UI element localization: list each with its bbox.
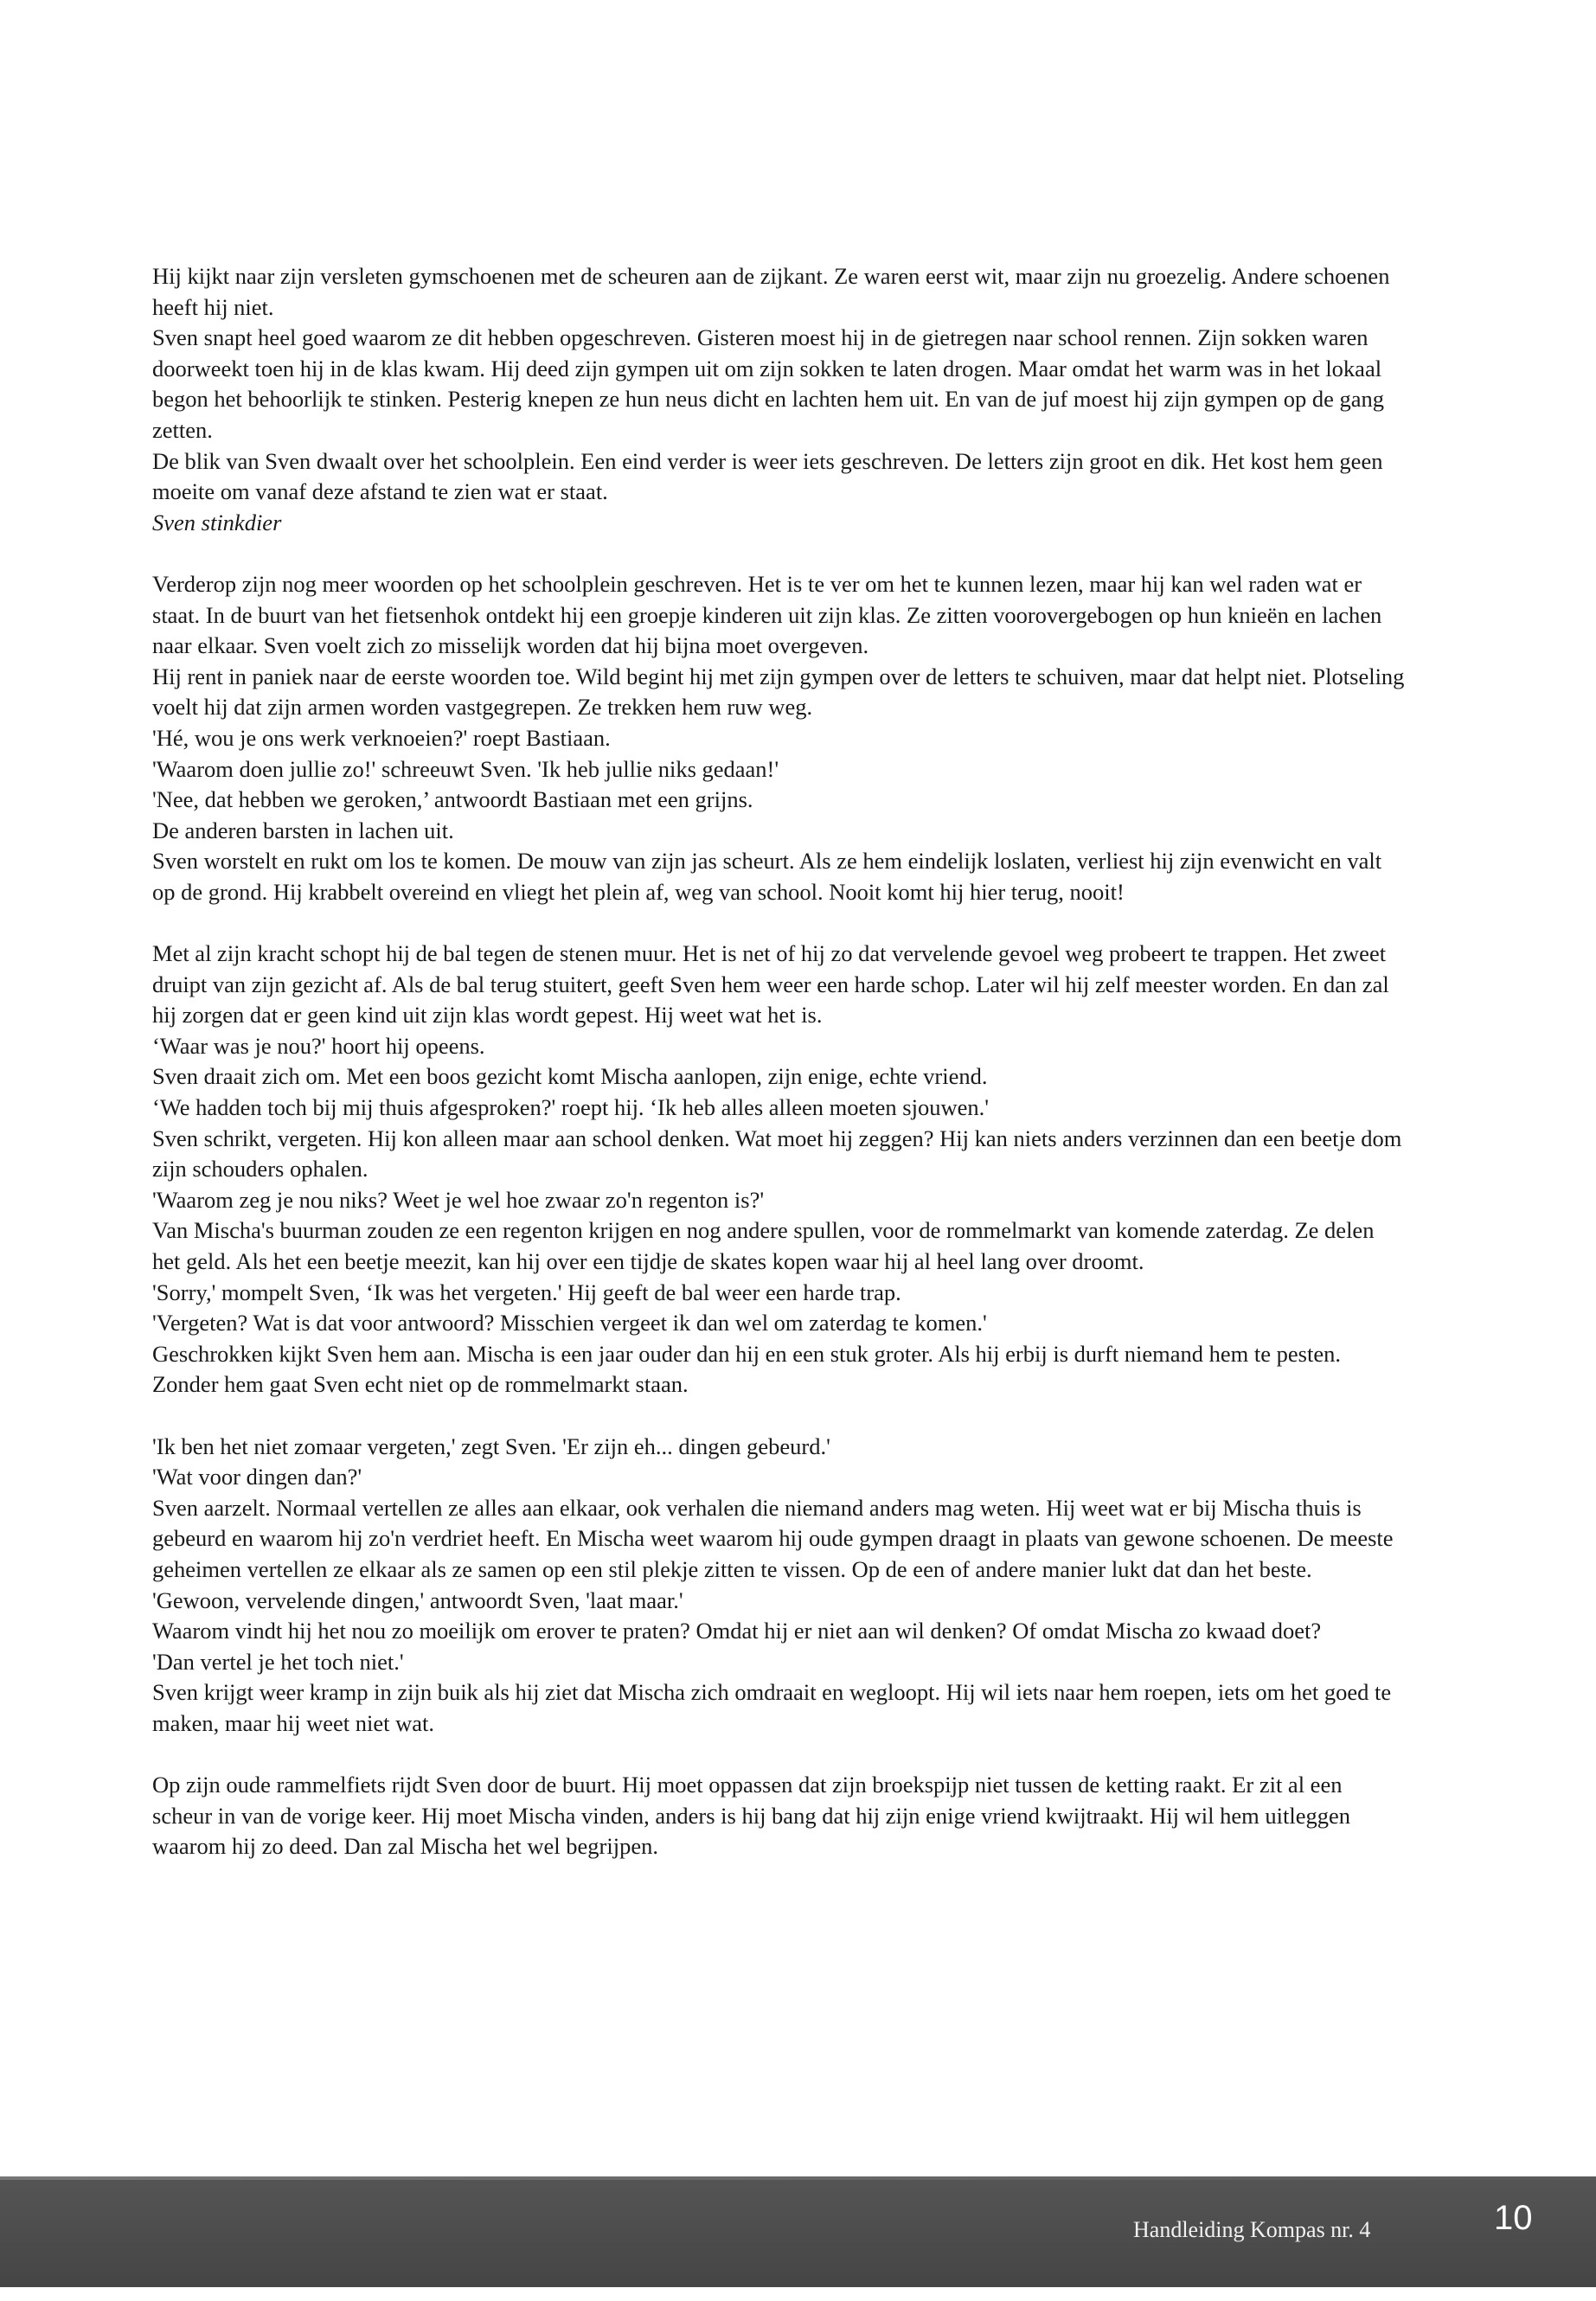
paragraph: De blik van Sven dwaalt over het schoolplein. Een eind verder is weer iets geschreven. De letters zijn groot en dik. Het kost hem geen moeite om vanaf deze afstand te zien wat er staat.: [152, 447, 1383, 505]
paragraph: Op zijn oude rammelfiets rijdt Sven door de buurt. Hij moet oppassen dat zijn broekspijp niet tussen de ketting raakt. Er zit al een scheur in van de vorige keer. Hij moet Mischa vinden, anders is hij bang dat hij zijn enige vriend kwijtraakt. Hij wil hem uitleggen waarom hij zo deed. Dan zal Mischa het wel begrijpen.: [152, 1772, 1351, 1860]
paragraph: 'Hé, wou je ons werk verknoeien?' roept Bastiaan.: [152, 724, 611, 751]
paragraph: Hij kijkt naar zijn versleten gymschoenen met de scheuren aan de zijkant. Ze waren eerst wit, maar zijn nu groezelig. Andere schoenen heeft hij niet.: [152, 263, 1390, 320]
paragraph: 'Vergeten? Wat is dat voor antwoord? Misschien vergeet ik dan wel om zaterdag te komen.': [152, 1310, 987, 1336]
paragraph: Sven draait zich om. Met een boos gezicht komt Mischa aanlopen, zijn enige, echte vriend.: [152, 1063, 988, 1090]
paragraph: Sven snapt heel goed waarom ze dit hebben opgeschreven. Gisteren moest hij in de gietregen naar school rennen. Zijn sokken waren doorweekt toen hij in de klas kwam. Hij deed zijn gympen uit om zijn sokken te laten drogen. Maar omdat het warm was in het lokaal begon het behoorlijk te stinken. Pesterig knepen ze hun neus dicht en lachten hem uit. En van de juf moest hij zijn gympen op de gang zetten.: [152, 324, 1385, 443]
paragraph: 'Wat voor dingen dan?': [152, 1464, 362, 1490]
footer-title: Handleiding Kompas nr. 4: [1133, 2217, 1371, 2242]
paragraph: ‘Waar was je nou?' hoort hij opeens.: [152, 1032, 485, 1059]
paragraph: Sven aarzelt. Normaal vertellen ze alles aan elkaar, ook verhalen die niemand anders mag weten. Hij weet wat er bij Mischa thuis is gebeurd en waarom hij zo'n verdriet heeft. En Mischa weet waarom hij oude gympen draagt in plaats van gewone schoenen. De meeste geheimen vertellen ze elkaar als ze samen op een stil plekje zitten te vissen. Op de een of andere manier lukt dat dan het beste.: [152, 1494, 1394, 1582]
paragraph: Sven worstelt en rukt om los te komen. De mouw van zijn jas scheurt. Als ze hem eindelijk loslaten, verliest hij zijn evenwicht en valt op de grond. Hij krabbelt overeind en vliegt het plein af, weg van school. Nooit komt hij hier terug, nooit!: [152, 848, 1382, 905]
paragraph: 'Waarom zeg je nou niks? Weet je wel hoe zwaar zo'n regenton is?': [152, 1186, 765, 1213]
paragraph: 'Dan vertel je het toch niet.': [152, 1648, 404, 1675]
paragraph: Waarom vindt hij het nou zo moeilijk om erover te praten? Omdat hij er niet aan wil denken? Of omdat Mischa zo kwaad doet?: [152, 1618, 1322, 1644]
paragraph: De anderen barsten in lachen uit.: [152, 817, 454, 843]
paragraph: Sven krijgt weer kramp in zijn buik als hij ziet dat Mischa zich omdraait en wegloopt. Hij wil iets naar hem roepen, iets om het goed te maken, maar hij weet niet wat.: [152, 1679, 1392, 1736]
paragraph: Geschrokken kijkt Sven hem aan. Mischa is een jaar ouder dan hij en een stuk groter. Als hij erbij is durft niemand hem te pesten. Zonder hem gaat Sven echt niet op de rommelmarkt staan.: [152, 1340, 1341, 1398]
paragraph: 'Ik ben het niet zomaar vergeten,' zegt Sven. 'Er zijn eh... dingen gebeurd.': [152, 1433, 830, 1459]
paragraph: 'Waarom doen jullie zo!' schreeuwt Sven. 'Ik heb jullie niks gedaan!': [152, 755, 779, 782]
paragraph: ‘We hadden toch bij mij thuis afgesproken?' roept hij. ‘Ik heb alles alleen moeten sjouwen.': [152, 1094, 990, 1121]
paragraph: Hij rent in paniek naar de eerste woorden toe. Wild begint hij met zijn gympen over de letters te schuiven, maar dat helpt niet. Plotseling voelt hij dat zijn armen worden vastgegrepen. Ze trekken hem ruw weg.: [152, 663, 1405, 721]
paragraph: Verderop zijn nog meer woorden op het schoolplein geschreven. Het is te ver om het te kunnen lezen, maar hij kan wel raden wat er staat. In de buurt van het fietsenhok ontdekt hij een groepje kinderen uit zijn klas. Ze zitten voorovergebogen op hun knieën en lachen naar elkaar. Sven voelt zich zo misselijk worden dat hij bijna moet overgeven.: [152, 570, 1382, 659]
paragraph: 'Nee, dat hebben we geroken,’ antwoordt Bastiaan met een grijns.: [152, 786, 753, 813]
paragraph: 'Gewoon, vervelende dingen,' antwoordt Sven, 'laat maar.': [152, 1586, 683, 1613]
paragraph: Sven stinkdier: [152, 509, 282, 535]
paragraph: 'Sorry,' mompelt Sven, ‘Ik was het vergeten.' Hij geeft de bal weer een harde trap.: [152, 1279, 901, 1305]
paragraph: Met al zijn kracht schopt hij de bal tegen de stenen muur. Het is net of hij zo dat vervelende gevoel weg probeert te trappen. Het zweet druipt van zijn gezicht af. Als de bal terug stuitert, geeft Sven hem weer een harde schop. Later wil hij zelf meester worden. En dan zal hij zorgen dat er geen kind uit zijn klas wordt gepest. Hij weet wat het is.: [152, 940, 1389, 1029]
page-number: 10: [1494, 2199, 1533, 2237]
story-text: [152, 261, 1407, 1862]
paragraph: Sven schrikt, vergeten. Hij kon alleen maar aan school denken. Wat moet hij zeggen? Hij kan niets anders verzinnen dan een beetje dom zijn schouders ophalen.: [152, 1125, 1402, 1183]
paragraph: Van Mischa's buurman zouden ze een regenton krijgen en nog andere spullen, voor de rommelmarkt van komende zaterdag. Ze delen het geld. Als het een beetje meezit, kan hij over een tijdje de skates kopen waar hij al heel lang over droomt.: [152, 1217, 1375, 1274]
